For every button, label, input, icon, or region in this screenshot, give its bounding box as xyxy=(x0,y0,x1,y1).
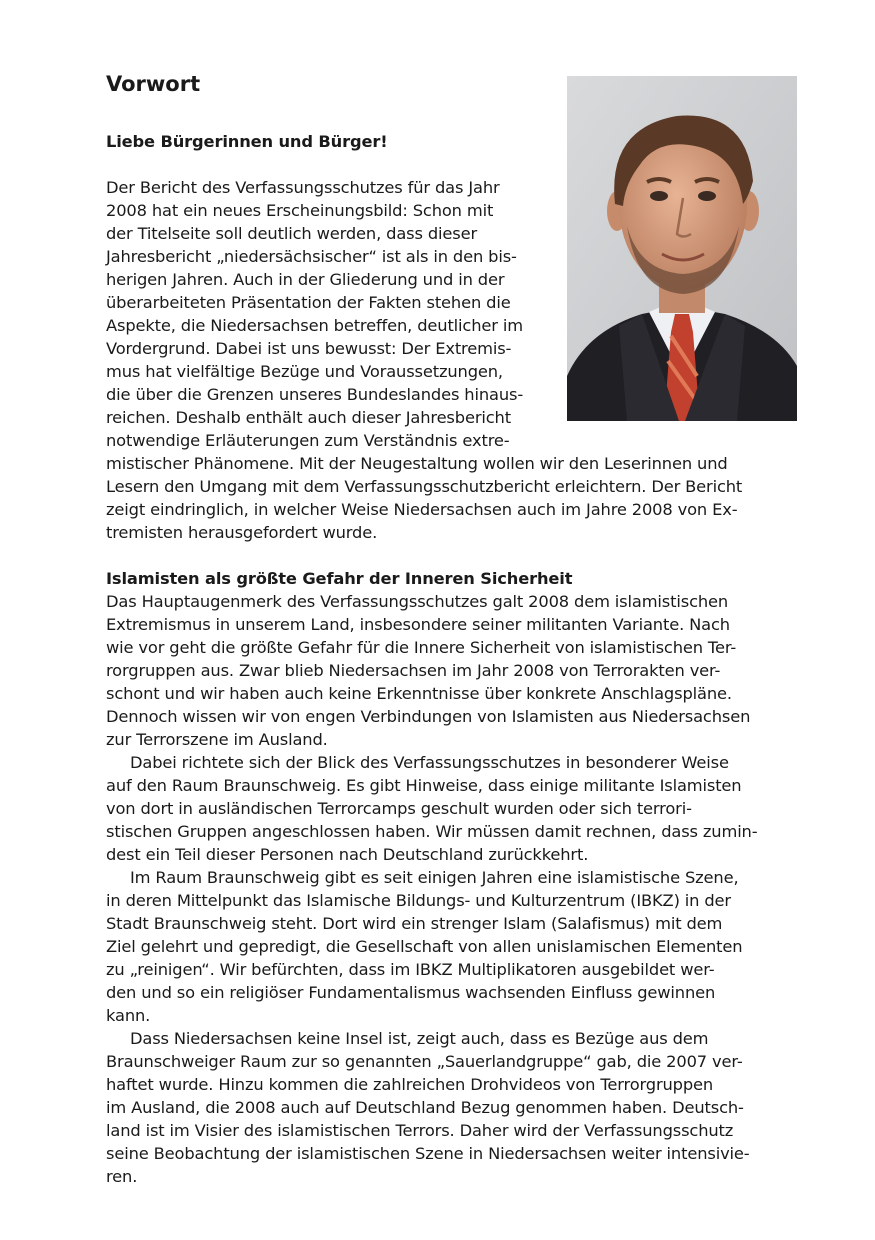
text-line: Dennoch wissen wir von engen Verbindungen von Islamisten aus Niedersachsen xyxy=(106,707,751,726)
text-line: wie vor geht die größte Gefahr für die Innere Sicherheit von islamistischen Ter- xyxy=(106,638,737,657)
text-line: reichen. Deshalb enthält auch dieser Jahresbericht xyxy=(106,408,511,427)
text-line: 2008 hat ein neues Erscheinungsbild: Schon mit xyxy=(106,201,494,220)
text-line: mistischer Phänomene. Mit der Neugestaltung wollen wir den Leserinnen und xyxy=(106,454,728,473)
text-line: Jahresbericht „niedersächsischer“ ist als in den bis- xyxy=(106,247,517,266)
text-line: Das Hauptaugenmerk des Verfassungsschutzes galt 2008 dem islamistischen xyxy=(106,592,729,611)
text-line: zur Terrorszene im Ausland. xyxy=(106,730,328,749)
text-line: kann. xyxy=(106,1006,151,1025)
text-line: haftet wurde. Hinzu kommen die zahlreichen Drohvideos von Terrorgruppen xyxy=(106,1075,714,1094)
text-line: Lesern den Umgang mit dem Verfassungsschutzbericht erleichtern. Der Bericht xyxy=(106,477,743,496)
section-heading: Islamisten als größte Gefahr der Inneren Sicherheit xyxy=(106,569,573,588)
text-line: land ist im Visier des islamistischen Terrors. Daher wird der Verfassungsschutz xyxy=(106,1121,734,1140)
text-line: mus hat vielfältige Bezüge und Voraussetzungen, xyxy=(106,362,503,381)
text-line: Aspekte, die Niedersachsen betreffen, deutlicher im xyxy=(106,316,523,335)
text-line: überarbeiteten Präsentation der Fakten stehen die xyxy=(106,293,511,312)
text-line: Dass Niedersachsen keine Insel ist, zeigt auch, dass es Bezüge aus dem xyxy=(130,1029,709,1048)
text-line: stischen Gruppen angeschlossen haben. Wir müssen damit rechnen, dass zumin- xyxy=(106,822,758,841)
text-line: Der Bericht des Verfassungsschutzes für das Jahr xyxy=(106,178,500,197)
text-line: den und so ein religiöser Fundamentalismus wachsenden Einfluss gewinnen xyxy=(106,983,716,1002)
text-line: seine Beobachtung der islamistischen Szene in Niedersachsen weiter intensivie- xyxy=(106,1144,750,1163)
text-line: dest ein Teil dieser Personen nach Deutschland zurückkehrt. xyxy=(106,845,589,864)
text-line: Braunschweiger Raum zur so genannten „Sauerlandgruppe“ gab, die 2007 ver- xyxy=(106,1052,743,1071)
text-line: herigen Jahren. Auch in der Gliederung und in der xyxy=(106,270,505,289)
text-line: Im Raum Braunschweig gibt es seit einigen Jahren eine islamistische Szene, xyxy=(130,868,739,887)
text-line: Vordergrund. Dabei ist uns bewusst: Der Extremis- xyxy=(106,339,512,358)
text-line: schont und wir haben auch keine Erkenntnisse über konkrete Anschlagspläne. xyxy=(106,684,732,703)
text-line: von dort in ausländischen Terrorcamps geschult wurden oder sich terrori- xyxy=(106,799,692,818)
text-line: Dabei richtete sich der Blick des Verfassungsschutzes in besonderer Weise xyxy=(130,753,729,772)
text-line: Ziel gelehrt und gepredigt, die Gesellschaft von allen unislamischen Elementen xyxy=(106,937,743,956)
text-line: zeigt eindringlich, in welcher Weise Niedersachsen auch im Jahre 2008 von Ex- xyxy=(106,500,738,519)
text-line: in deren Mittelpunkt das Islamische Bildungs- und Kulturzentrum (IBKZ) in der xyxy=(106,891,731,910)
text-line: Stadt Braunschweig steht. Dort wird ein strenger Islam (Salafismus) mit dem xyxy=(106,914,723,933)
text-line: auf den Raum Braunschweig. Es gibt Hinweise, dass einige militante Islamisten xyxy=(106,776,742,795)
text-line: rorgruppen aus. Zwar blieb Niedersachsen im Jahr 2008 von Terrorakten ver- xyxy=(106,661,721,680)
text-line: notwendige Erläuterungen zum Verständnis extre- xyxy=(106,431,510,450)
page-title: Vorwort xyxy=(106,72,201,96)
section-islamisten xyxy=(106,567,796,1188)
text-line: die über die Grenzen unseres Bundeslandes hinaus- xyxy=(106,385,524,404)
text-line: zu „reinigen“. Wir befürchten, dass im IBKZ Multiplikatoren ausgebildet wer- xyxy=(106,960,715,979)
salutation: Liebe Bürgerinnen und Bürger! xyxy=(106,132,388,151)
text-line: der Titelseite soll deutlich werden, dass dieser xyxy=(106,224,478,243)
intro-paragraph xyxy=(106,176,796,544)
text-line: ren. xyxy=(106,1167,138,1186)
text-line: im Ausland, die 2008 auch auf Deutschland Bezug genommen haben. Deutsch- xyxy=(106,1098,744,1117)
text-line: Extremismus in unserem Land, insbesondere seiner militanten Variante. Nach xyxy=(106,615,730,634)
text-line: tremisten herausgefordert wurde. xyxy=(106,523,378,542)
